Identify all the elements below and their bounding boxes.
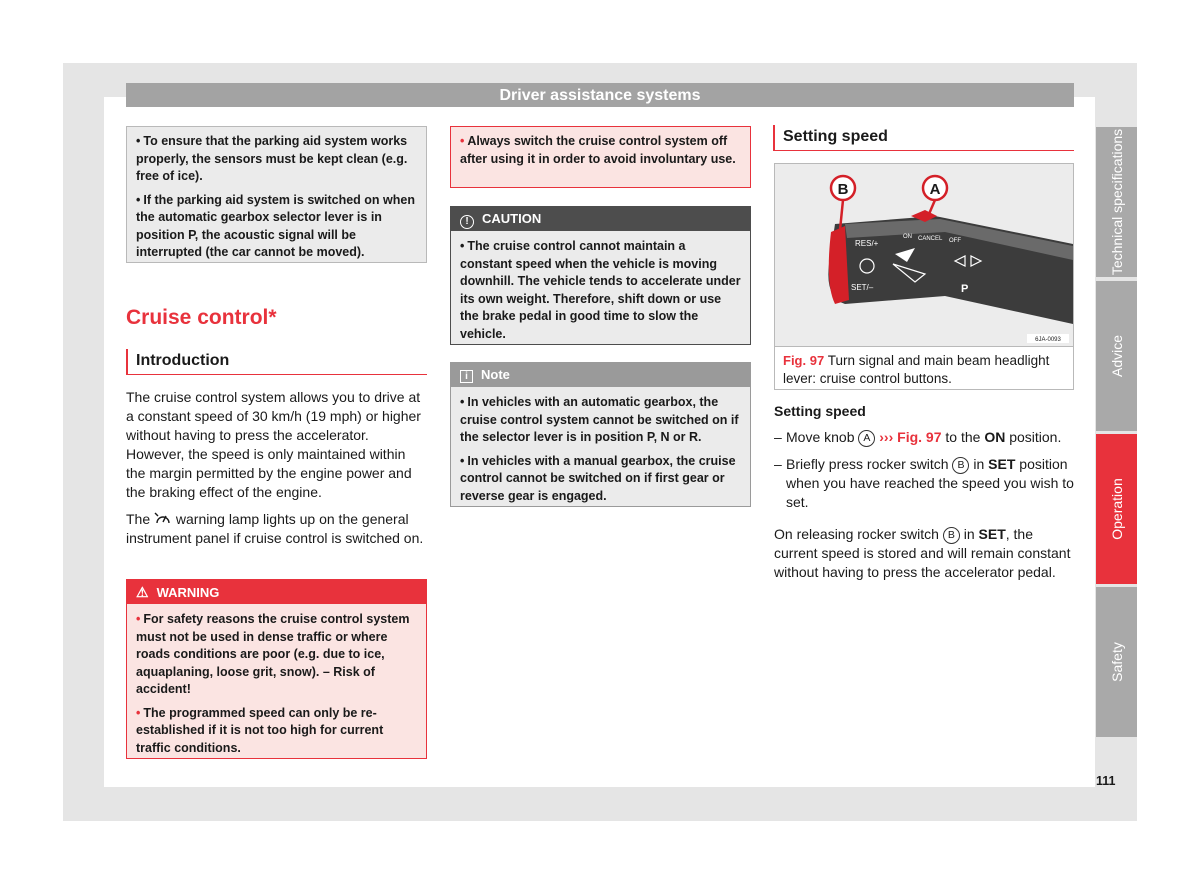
- page-number: 111: [1096, 774, 1116, 788]
- figure-link[interactable]: ››› Fig. 97: [879, 429, 942, 445]
- switch-b-icon: B: [952, 457, 969, 474]
- cancel-label: CANCEL: [918, 236, 943, 242]
- warning-lamp-paragraph: The warning lamp lights up on the general instrument panel if cruise control is switched on.: [126, 511, 424, 546]
- on-label: ON: [903, 234, 912, 240]
- tab-operation[interactable]: Operation: [1096, 434, 1137, 584]
- info-icon: i: [460, 370, 473, 383]
- figure-caption-text: Turn signal and main beam headlight lever: cruise control buttons.: [783, 353, 1050, 386]
- chapter-title: Driver assistance systems: [499, 87, 701, 104]
- callout-b: B: [837, 181, 849, 198]
- list-item: • The cruise control cannot maintain a constant speed when the vehicle is moving downhill. The vehicle tends to accelerate under its own weight. Therefore, shift down or use the brake pedal in good time to slow the vehicle.: [460, 239, 741, 341]
- note-box: [450, 362, 751, 507]
- steps-list: [774, 428, 1074, 582]
- step-1: – Move knob A ››› Fig. 97 to the ON position.: [774, 429, 1062, 445]
- warning-header: ⚠ WARNING: [127, 580, 426, 604]
- lever-illustration: [775, 164, 1073, 346]
- switch-off-warning: [450, 126, 751, 188]
- res-label: RES/+: [855, 239, 879, 248]
- note-body: [451, 387, 750, 513]
- setting-speed-title: Setting speed: [773, 125, 1074, 151]
- warning-box: [126, 579, 427, 759]
- steps-title: Setting speed: [774, 403, 866, 419]
- list-item: • Always switch the cruise control system off after using it in order to avoid involuntary use.: [460, 134, 736, 166]
- list-item: • For safety reasons the cruise control system must not be used in dense traffic or where roads conditions are poor (e.g. due to ice, aquaplaning, loose grit, snow). – Risk of accident!: [136, 612, 410, 696]
- figure-caption: [775, 346, 1073, 387]
- step-2: – Briefly press rocker switch B in SET position when you have reached the speed you wish to set.: [774, 456, 1074, 510]
- caution-body: [451, 231, 750, 351]
- parking-aid-note: [126, 126, 427, 263]
- section-title: Cruise control*: [126, 306, 277, 329]
- figure-code: 6JA-0093: [1035, 337, 1061, 343]
- intro-paragraph: The cruise control system allows you to drive at a constant speed of 30 km/h (19 mph) or higher without having to press the accelerator. However, the speed is only maintained within the margin permitted by the engine power and the braking effect of the engine.: [126, 389, 421, 500]
- tab-safety[interactable]: Safety: [1096, 587, 1137, 737]
- tab-technical-specifications[interactable]: Technical specifications: [1096, 127, 1137, 277]
- intro-text: [126, 388, 427, 556]
- off-label: OFF: [949, 238, 961, 244]
- list-item: • In vehicles with a manual gearbox, the cruise control cannot be switched on if first gear or reverse gear is engaged.: [460, 453, 736, 503]
- release-paragraph: On releasing rocker switch B in SET, the current speed is stored and will remain constant without having to press the accelerator pedal.: [774, 526, 1071, 580]
- list-item: • If the parking aid system is switched on when the automatic gearbox selector lever is in position P, the acoustic signal will be interrupted (the car cannot be moved).: [136, 192, 415, 259]
- chapter-header: [126, 83, 1074, 107]
- list-item: • The programmed speed can only be re-established if it is not too high for current traffic conditions.: [136, 705, 384, 755]
- figure-number: Fig. 97: [783, 353, 825, 368]
- warning-body: [127, 604, 426, 765]
- caution-box: [450, 206, 751, 345]
- svg-text:P: P: [961, 283, 969, 295]
- knob-a-icon: A: [858, 430, 875, 447]
- cruise-control-lamp-icon: [154, 511, 172, 525]
- list-item: • In vehicles with an automatic gearbox, the cruise control system cannot be switched on if the selector lever is in position P, N or R.: [460, 395, 739, 444]
- warning-triangle-icon: ⚠: [136, 584, 149, 600]
- figure-97: [774, 163, 1074, 390]
- set-label: SET/–: [851, 283, 874, 292]
- list-item: • To ensure that the parking aid system works properly, the sensors must be kept clean (e.g. free of ice).: [136, 134, 408, 183]
- switch-b-icon: B: [943, 527, 960, 544]
- subsection-title: Introduction: [126, 349, 427, 375]
- callout-a: A: [929, 181, 941, 198]
- caution-header: ! CAUTION: [451, 207, 750, 231]
- tab-advice[interactable]: Advice: [1096, 281, 1137, 431]
- note-header: i Note: [451, 363, 750, 387]
- caution-circle-icon: !: [460, 215, 474, 229]
